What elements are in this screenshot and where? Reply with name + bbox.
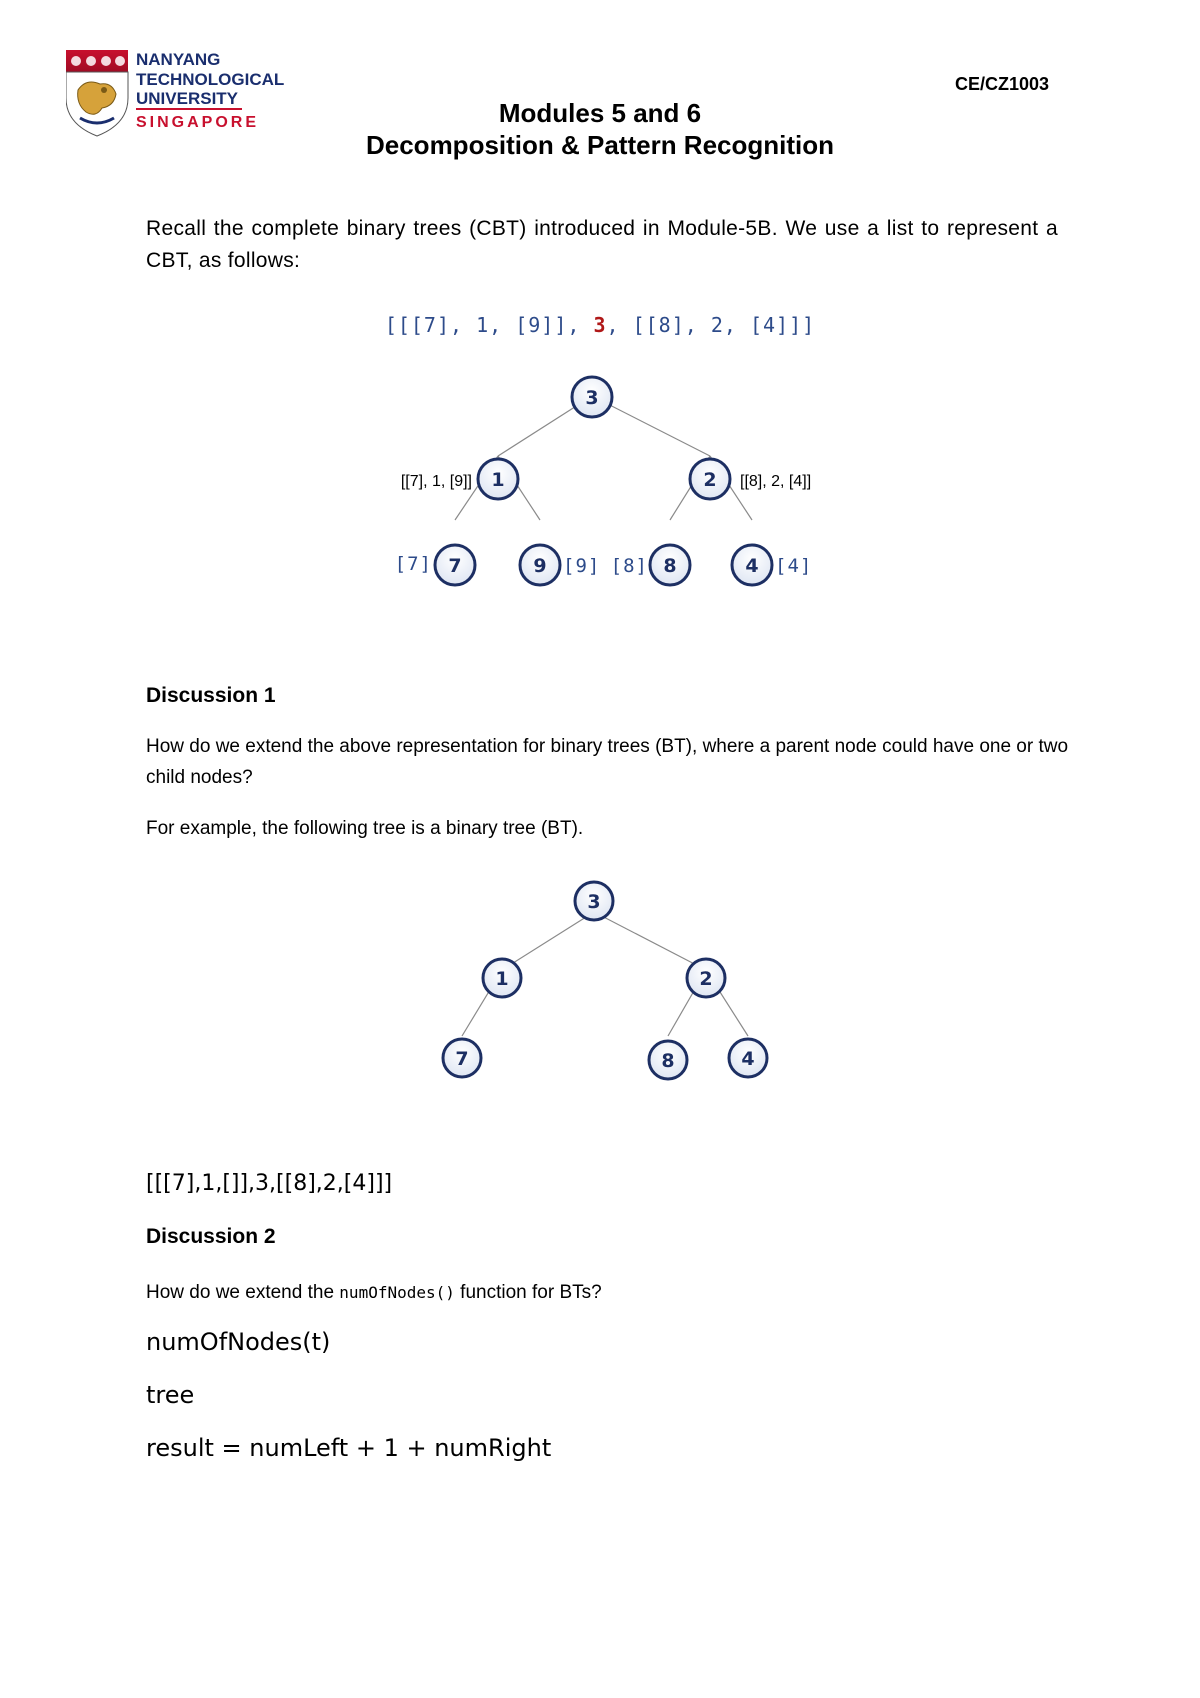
function-name-code: numOfNodes() bbox=[339, 1283, 455, 1302]
node-label: 2 bbox=[703, 469, 717, 491]
cbt-list-representation bbox=[0, 313, 1200, 337]
node-label: 3 bbox=[587, 891, 601, 913]
bt-list-representation: [[[7],1,[]],3,[[8],2,[4]]] bbox=[146, 1171, 393, 1196]
node-label: 1 bbox=[495, 968, 509, 990]
edge-3-2 bbox=[594, 912, 706, 970]
course-code: CE/CZ1003 bbox=[955, 74, 1050, 94]
logo-line2: TECHNOLOGICAL bbox=[136, 70, 285, 89]
bt-tree-diagram bbox=[0, 870, 1200, 1090]
node-label: 9 bbox=[533, 555, 547, 577]
intro-paragraph: Recall the complete binary trees (CBT) introduced in Module-5B. We use a list to represent a CBT, as follows: bbox=[146, 217, 1058, 272]
answer-line-3: result = numLeft + 1 + numRight bbox=[146, 1434, 552, 1462]
subtree-label-left: [[7], 1, [9]] bbox=[400, 473, 472, 490]
node-label: 4 bbox=[741, 1048, 755, 1070]
discussion2-question: How do we extend the numOfNodes() function for BTs? bbox=[146, 1282, 602, 1303]
subtree-label-right: [[8], 2, [4]] bbox=[740, 473, 812, 490]
leaf-label: [9] bbox=[563, 555, 601, 577]
discussion1-example: For example, the following tree is a binary tree (BT). bbox=[146, 818, 584, 839]
cbt-list-prefix: [[[7], 1, [9]], bbox=[384, 313, 594, 337]
logo-line4: SINGAPORE bbox=[136, 114, 260, 131]
edge-3-1 bbox=[502, 912, 594, 970]
cbt-tree-diagram bbox=[0, 360, 1200, 600]
leaf-label: [8] bbox=[610, 555, 648, 577]
logo-line1: NANYANG bbox=[136, 50, 221, 69]
node-label: 7 bbox=[448, 555, 462, 577]
logo-line3: UNIVERSITY bbox=[136, 89, 239, 108]
answer-line-1: numOfNodes(t) bbox=[146, 1328, 331, 1356]
node-label: 8 bbox=[663, 555, 677, 577]
leaf-label: [4] bbox=[775, 555, 813, 577]
answer-line-2: tree bbox=[146, 1381, 195, 1409]
node-label: 7 bbox=[455, 1048, 469, 1070]
node-label: 2 bbox=[699, 968, 713, 990]
discussion2-heading: Discussion 2 bbox=[146, 1225, 276, 1248]
node-label: 4 bbox=[745, 555, 759, 577]
cbt-list-suffix: , [[8], 2, [4]]] bbox=[606, 313, 816, 337]
node-label: 8 bbox=[661, 1050, 675, 1072]
node-label: 3 bbox=[585, 387, 599, 409]
page-title-line1: Modules 5 and 6 bbox=[498, 98, 702, 128]
discussion1-heading: Discussion 1 bbox=[146, 684, 276, 707]
page-title-line2: Decomposition & Pattern Recognition bbox=[365, 130, 835, 160]
leaf-label: [7] bbox=[394, 553, 432, 575]
cbt-list-root: 3 bbox=[593, 313, 607, 337]
node-label: 1 bbox=[491, 469, 505, 491]
discussion1-question: How do we extend the above representation for binary trees (BT), where a parent node could have one or two child nodes? bbox=[146, 736, 1069, 788]
